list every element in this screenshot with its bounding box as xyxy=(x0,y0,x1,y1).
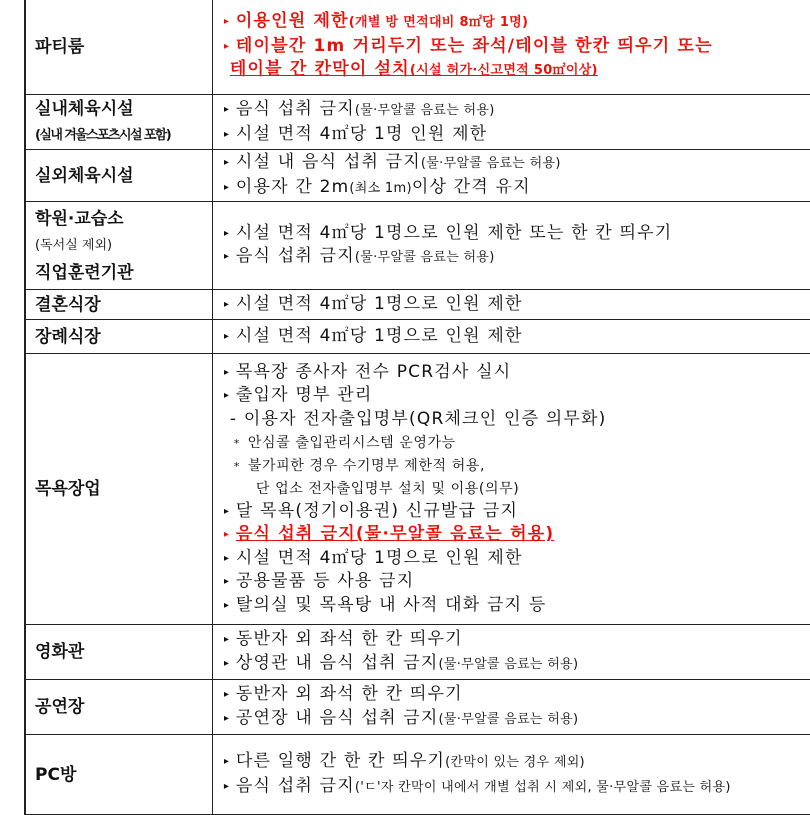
detail-text: 공연장 내 음식 섭취 금지 xyxy=(235,707,439,728)
triangle-bullet-icon: ▸ xyxy=(223,330,229,342)
detail-line xyxy=(224,98,810,123)
category-label: 장례식장 xyxy=(35,326,101,347)
detail-cell xyxy=(212,0,810,95)
detail-line xyxy=(224,176,810,201)
detail-cell xyxy=(212,95,810,150)
category-cell xyxy=(25,735,212,815)
table-row xyxy=(0,320,810,354)
table-row xyxy=(0,290,810,320)
table-row xyxy=(0,625,810,680)
detail-cell xyxy=(212,320,810,354)
triangle-bullet-icon: ▸ xyxy=(223,657,229,669)
detail-text: 시설 면적 4㎡당 1명으로 인원 제한 xyxy=(235,547,523,568)
detail-text: 다른 일행 간 한 칸 띄우기 xyxy=(235,751,446,772)
detail-cell xyxy=(212,354,810,625)
category-cell xyxy=(25,0,212,95)
detail-cell xyxy=(212,150,810,202)
row-gutter xyxy=(0,202,25,290)
category-sublabel: (실내 겨울스포츠시설 포함) xyxy=(35,128,171,143)
detail-text: - 이용자 전자출입명부(QR체크인 인증 의무화) xyxy=(229,409,607,429)
detail-line xyxy=(224,652,810,677)
category-label: PC방 xyxy=(35,764,77,785)
detail-line xyxy=(224,123,810,147)
detail-text: 단 업소 전자출입명부 설치 및 이용(의무) xyxy=(255,480,520,497)
triangle-bullet-icon: ▸ xyxy=(223,366,229,378)
detail-text: 이용인원 제한 xyxy=(235,11,349,32)
table-row xyxy=(0,150,810,202)
row-gutter xyxy=(0,735,25,815)
category-cell xyxy=(25,680,212,735)
category-label: 파티룸 xyxy=(35,36,85,57)
table-row xyxy=(0,354,810,625)
detail-cell xyxy=(212,680,810,735)
row-gutter xyxy=(0,625,25,680)
detail-text: 출입자 명부 관리 xyxy=(235,385,373,406)
category-cell xyxy=(25,150,212,202)
detail-line xyxy=(224,707,810,732)
detail-text: 음식 섭취 금지 xyxy=(235,775,355,796)
detail-text: ('ㄷ'자 칸막이 내에서 개별 섭취 시 제외, 물·무알콜 음료는 허용) xyxy=(354,779,731,795)
row-gutter xyxy=(0,320,25,354)
triangle-bullet-icon: ▸ xyxy=(223,181,229,193)
detail-line xyxy=(224,523,810,547)
detail-line xyxy=(224,384,810,408)
triangle-bullet-icon: ▸ xyxy=(223,16,229,28)
detail-text: 탈의실 및 목욕탕 내 사적 대화 금지 등 xyxy=(235,594,547,615)
category-cell xyxy=(25,354,212,625)
row-gutter xyxy=(0,95,25,150)
detail-line xyxy=(224,478,810,500)
category-cell xyxy=(25,290,212,320)
detail-cell xyxy=(212,290,810,320)
detail-line xyxy=(224,325,810,349)
detail-text: (물·무알콜 음료는 허용) xyxy=(354,102,495,118)
asterisk-icon: * xyxy=(233,459,241,473)
category-cell xyxy=(25,625,212,680)
detail-line xyxy=(224,628,810,652)
detail-text: 시설 면적 4㎡당 1명으로 인원 제한 또는 한 칸 띄우기 xyxy=(235,222,673,243)
detail-text: 이상 간격 유지 xyxy=(411,176,531,197)
detail-text: 테이블 간 칸막이 설치 xyxy=(229,59,410,80)
category-label: 학원·교습소 xyxy=(35,208,124,229)
category-cell xyxy=(25,320,212,354)
category-label: 공연장 xyxy=(35,697,85,718)
detail-text: (칸막이 있는 경우 제외) xyxy=(445,755,585,771)
detail-line xyxy=(224,750,810,775)
detail-line xyxy=(224,432,810,455)
detail-cell xyxy=(212,202,810,290)
detail-text: 목욕장 종사자 전수 PCR검사 실시 xyxy=(235,361,512,382)
detail-text: 안심콜 출입관리시스템 운영가능 xyxy=(247,434,456,451)
category-label: 실내체육시설 xyxy=(35,99,134,119)
triangle-bullet-icon: ▸ xyxy=(223,634,229,646)
detail-text: (물·무알콜 음료는 허용) xyxy=(354,250,495,266)
detail-text: 불가피한 경우 수기명부 제한적 허용, xyxy=(247,457,486,474)
detail-line xyxy=(224,455,810,478)
detail-line xyxy=(224,570,810,594)
row-gutter xyxy=(0,150,25,202)
detail-line xyxy=(224,151,810,176)
detail-text: 시설 면적 4㎡당 1명으로 인원 제한 xyxy=(235,293,523,314)
detail-line xyxy=(224,547,810,571)
detail-line xyxy=(224,408,810,432)
detail-text: 테이블간 1m 거리두기 또는 좌석/테이블 한칸 띄우기 또는 xyxy=(235,35,713,56)
detail-cell xyxy=(212,625,810,680)
detail-text: 시설 면적 4㎡당 1명으로 인원 제한 xyxy=(235,325,523,346)
detail-text: (최소 1m) xyxy=(349,180,412,196)
detail-line xyxy=(224,775,810,800)
detail-text: 음식 섭취 금지 xyxy=(235,98,355,119)
category-sublabel: (독서실 제외) xyxy=(35,237,113,253)
triangle-bullet-icon: ▸ xyxy=(223,576,229,588)
detail-text: 음식 섭취 금지(물·무알콜 음료는 허용) xyxy=(235,524,555,545)
triangle-bullet-icon: ▸ xyxy=(223,227,229,239)
detail-text: 공용물품 등 사용 금지 xyxy=(235,571,415,592)
triangle-bullet-icon: ▸ xyxy=(223,505,229,517)
table-row xyxy=(0,0,810,95)
table-row xyxy=(0,202,810,290)
category-label: 영화관 xyxy=(35,642,85,663)
detail-text: 시설 면적 4㎡당 1명 인원 제한 xyxy=(235,123,488,144)
category-label: 결혼식장 xyxy=(35,294,101,315)
triangle-bullet-icon: ▸ xyxy=(223,157,229,168)
detail-line xyxy=(224,500,810,524)
detail-line xyxy=(224,35,810,59)
detail-text: (물·무알콜 음료는 허용) xyxy=(420,156,561,171)
row-gutter xyxy=(0,0,25,95)
triangle-bullet-icon: ▸ xyxy=(223,689,229,701)
detail-line xyxy=(224,10,810,35)
detail-cell xyxy=(212,735,810,815)
category-label: 실외체육시설 xyxy=(35,165,134,186)
detail-text: (물·무알콜 음료는 허용) xyxy=(438,656,579,672)
detail-text: (시설 허가·신고면적 50㎡이상) xyxy=(409,63,598,79)
detail-line xyxy=(224,683,810,707)
triangle-bullet-icon: ▸ xyxy=(223,599,229,611)
category-label: 목욕장업 xyxy=(35,479,101,500)
triangle-bullet-icon: ▸ xyxy=(223,780,229,792)
detail-line xyxy=(224,361,810,385)
detail-text: 음식 섭취 금지 xyxy=(235,246,355,267)
triangle-bullet-icon: ▸ xyxy=(223,103,229,115)
table-row xyxy=(0,680,810,735)
detail-text: 동반자 외 좌석 한 칸 띄우기 xyxy=(235,684,463,705)
detail-text: 달 목욕(정기이용권) 신규발급 금지 xyxy=(235,500,519,521)
detail-line xyxy=(224,58,810,83)
row-gutter xyxy=(0,354,25,625)
detail-text: 이용자 간 2m xyxy=(235,176,350,197)
triangle-bullet-icon: ▸ xyxy=(223,390,229,402)
triangle-bullet-icon: ▸ xyxy=(223,40,229,52)
triangle-bullet-icon: ▸ xyxy=(223,251,229,263)
category-label-2: 직업훈련기관 xyxy=(35,262,134,283)
triangle-bullet-icon: ▸ xyxy=(223,128,229,140)
detail-text: (개별 방 면적대비 8㎡당 1명) xyxy=(348,15,529,31)
detail-text: 동반자 외 좌석 한 칸 띄우기 xyxy=(235,629,463,650)
detail-line xyxy=(224,222,810,246)
category-cell xyxy=(25,202,212,290)
asterisk-icon: * xyxy=(233,436,241,450)
category-cell xyxy=(25,95,212,150)
triangle-bullet-icon: ▸ xyxy=(223,712,229,724)
table-row xyxy=(0,95,810,150)
triangle-bullet-icon: ▸ xyxy=(223,529,229,541)
detail-text: 시설 내 음식 섭취 금지 xyxy=(235,152,421,172)
row-gutter xyxy=(0,680,25,735)
triangle-bullet-icon: ▸ xyxy=(223,298,229,310)
triangle-bullet-icon: ▸ xyxy=(223,756,229,768)
detail-text: 상영관 내 음식 섭취 금지 xyxy=(235,652,439,673)
table-row xyxy=(0,735,810,815)
detail-line xyxy=(224,594,810,618)
detail-text: (물·무알콜 음료는 허용) xyxy=(438,711,579,727)
detail-line xyxy=(224,245,810,270)
triangle-bullet-icon: ▸ xyxy=(223,552,229,564)
row-gutter xyxy=(0,290,25,320)
detail-line xyxy=(224,293,810,317)
